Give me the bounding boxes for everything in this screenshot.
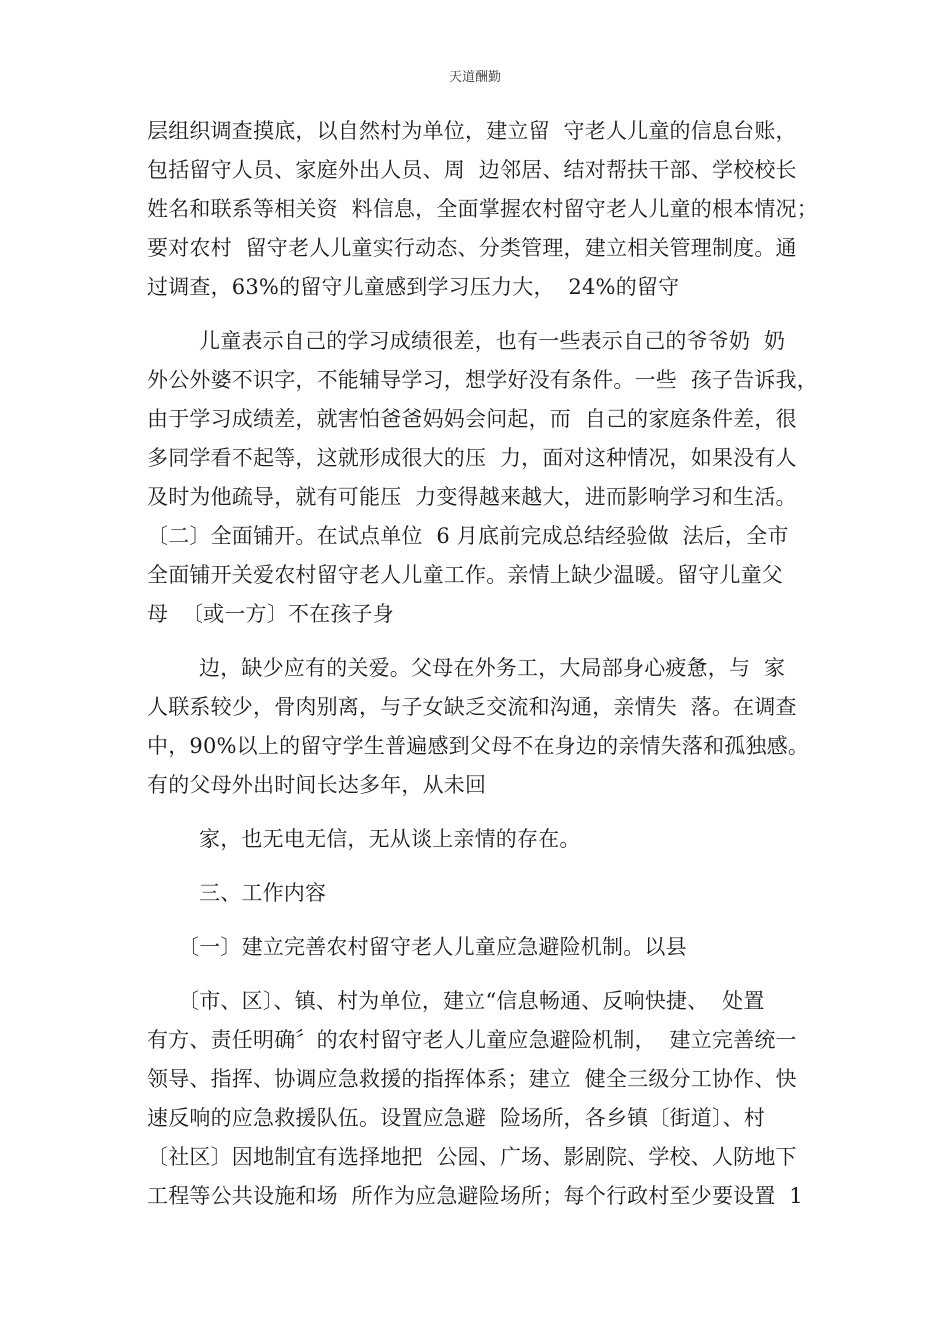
text-line: 多同学看不起等，这就形成很大的压 力，面对这种情况，如果没有人 [147,446,797,470]
text-line: 要对农村 留守老人儿童实行动态、分类管理，建立相关管理制度。通 [147,236,797,260]
text-line: 工程等公共设施和场 所作为应急避险场所；每个行政村至少要设置 1 [147,1184,803,1208]
text-line: 全面铺开关爱农村留守老人儿童工作。亲情上缺少温暖。留守儿童父 [147,563,783,587]
text-line: 包括留守人员、家庭外出人员、周 边邻居、结对帮扶干部、学校校长 [147,158,797,182]
text-line: 速反响的应急救援队伍。设置应急避 险场所，各乡镇〔街道〕、村 [147,1106,766,1130]
text-line: 〔一〕建立完善农村留守老人儿童应急避险机制。以县 [178,935,687,959]
text-line: 边，缺少应有的关爱。父母在外务工，大局部身心疲惫，与 家 [199,656,786,680]
text-line: 母 〔或一方〕不在孩子身 [147,602,394,626]
text-line: 有的父母外出时间长达多年，从未回 [147,773,487,797]
text-line: 儿童表示自己的学习成绩很差，也有一些表示自己的爷爷奶 奶 [199,329,786,353]
text-line: 层组织调查摸底，以自然村为单位，建立留 守老人儿童的信息台账， [147,119,797,143]
text-line: 人联系较少，骨肉别离，与子女缺乏交流和沟通，亲情失 落。在调查 [147,695,797,719]
page-header: 天道酬勤 [448,70,501,85]
text-line: 领导、指挥、协调应急救援的指挥体系；建立 健全三级分工协作、快 [147,1067,797,1091]
text-line: 过调查，63%的留守儿童感到学习压力大， 24%的留守 [147,275,680,299]
text-line: 〔市、区〕、镇、村为单位，建立“信息畅通、反响快捷、 处置 [178,989,765,1013]
text-line: 姓名和联系等相关资 料信息，全面掌握农村留守老人儿童的根本情况； [147,197,818,221]
text-line: 外公外婆不识字，不能辅导学习，想学好没有条件。一些 孩子告诉我， [147,368,818,392]
text-line: 由于学习成绩差，就害怕爸爸妈妈会问起，而 自己的家庭条件差，很 [147,407,797,431]
text-line: 家，也无电无信，无从谈上亲情的存在。 [199,827,581,851]
text-line: 〔二〕全面铺开。在试点单位 6 月底前完成总结经验做 法后，全市 [147,524,789,548]
text-line: 及时为他疏导，就有可能压 力变得越来越大，进而影响学习和生活。 [147,485,797,509]
text-line: 有方、责任明确〞的农村留守老人儿童应急避险机制， 建立完善统一 [147,1028,797,1052]
text-line: 〔社区〕因地制宜有选择地把 公园、广场、影剧院、学校、人防地下 [147,1145,797,1169]
section-heading: 三、工作内容 [199,881,327,905]
text-line: 中，90%以上的留守学生普遍感到父母不在身边的亲情失落和孤独感。 [147,734,810,758]
